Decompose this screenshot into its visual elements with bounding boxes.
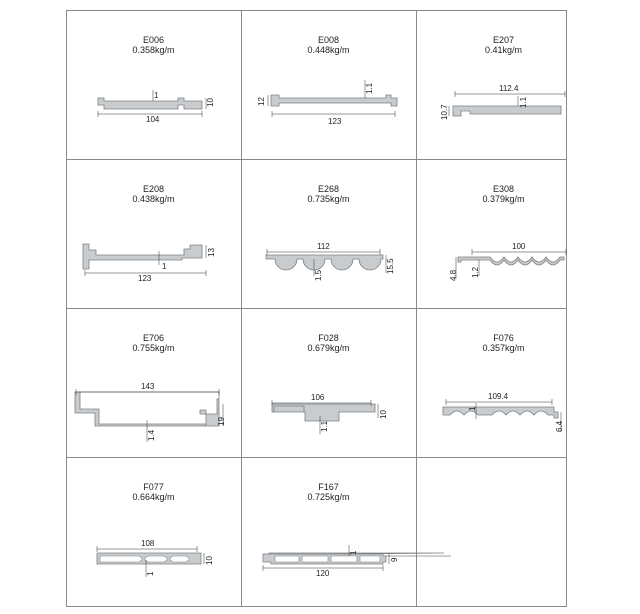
profile-cell-e208 (66, 159, 241, 308)
dim-width: 143 (141, 382, 155, 391)
dim-thickness: 1.1 (365, 82, 374, 94)
dim-thickness: 1.1 (320, 420, 329, 432)
dim-width: 123 (328, 117, 342, 126)
dim-width: 123 (138, 274, 152, 283)
profile-drawing-e308 (416, 159, 591, 308)
profile-code: E308 (492, 184, 515, 194)
grid-border-bottom (66, 606, 567, 607)
dim-width: 108 (141, 539, 155, 548)
profile-shape (83, 244, 202, 269)
profile-weight: 0.725kg/m (307, 492, 350, 502)
profile-code: E208 (142, 184, 165, 194)
profile-drawing-f167 (241, 457, 416, 606)
profile-shape (271, 95, 397, 106)
profile-drawing-e008 (241, 10, 416, 159)
profile-cell-e308 (416, 159, 591, 308)
profile-shape (266, 255, 383, 270)
profile-drawing-f028 (241, 308, 416, 457)
profile-cell-f077 (66, 457, 241, 606)
dim-height: 10 (205, 556, 214, 565)
profile-weight: 0.357kg/m (482, 343, 525, 353)
profile-cell-e006 (66, 10, 241, 159)
profile-shape (272, 404, 375, 421)
profile-cell-e268 (241, 159, 416, 308)
profile-weight: 0.358kg/m (132, 45, 175, 55)
profile-drawing-f077 (66, 457, 241, 606)
dim-width: 104 (146, 115, 160, 124)
profile-code: F028 (318, 333, 339, 343)
profile-drawing-e207 (416, 10, 591, 159)
dim-height: 12 (257, 97, 266, 106)
profile-drawing-e208 (66, 159, 241, 308)
profile-cell-empty (416, 457, 591, 606)
profile-catalog-grid (66, 10, 567, 607)
dim-thickness: 1.2 (471, 266, 480, 278)
profile-cell-f076 (416, 308, 591, 457)
profile-shape (98, 98, 202, 109)
profile-cell-e207 (416, 10, 591, 159)
profile-code: E008 (317, 35, 340, 45)
dim-width: 112.4 (499, 84, 519, 93)
dim-thickness: 1 (468, 406, 477, 411)
profile-cell-e008 (241, 10, 416, 159)
dim-height: 10 (206, 98, 215, 107)
dim-height: 9 (390, 557, 399, 562)
profile-weight: 0.735kg/m (307, 194, 350, 204)
profile-code: E207 (492, 35, 515, 45)
dim-width: 120 (316, 569, 330, 578)
profile-shape (453, 106, 561, 116)
profile-code: F077 (143, 482, 164, 492)
profile-drawing-e006 (66, 10, 241, 159)
dim-height: 4.8 (449, 269, 458, 281)
dim-width: 109.4 (488, 392, 509, 401)
profile-weight: 0.664kg/m (132, 492, 175, 502)
profile-code: F076 (493, 333, 514, 343)
profile-code: E268 (317, 184, 340, 194)
dim-thickness: 1.4 (147, 429, 156, 441)
profile-code: E006 (142, 35, 165, 45)
profile-weight: 0.679kg/m (307, 343, 350, 353)
profile-weight: 0.379kg/m (482, 194, 525, 204)
profile-hollows (275, 556, 380, 562)
dim-width: 100 (512, 242, 526, 251)
dim-thickness: 1 (162, 262, 167, 271)
dim-thickness: 1 (154, 91, 159, 100)
dim-width: 112 (317, 242, 330, 251)
profile-weight: 0.755kg/m (132, 343, 175, 353)
dim-thickness: 1.5 (314, 269, 323, 281)
profile-weight: 0.448kg/m (307, 45, 350, 55)
profile-drawing-e268 (241, 159, 416, 308)
profile-code: F167 (318, 482, 339, 492)
profile-cell-f167 (241, 457, 416, 606)
dim-height: 10.7 (440, 104, 449, 120)
profile-code: E706 (142, 333, 165, 343)
dim-height: 6.4 (555, 420, 564, 432)
profile-shape (443, 407, 558, 418)
dim-thickness: 1 (349, 550, 358, 555)
profile-drawing-f076 (416, 308, 591, 457)
dim-thickness: 1 (146, 571, 155, 576)
profile-cell-e706 (66, 308, 241, 457)
dim-height: 13 (207, 248, 216, 257)
dim-thickness: 1.1 (519, 96, 528, 108)
profile-shape (458, 257, 564, 265)
profile-cell-f028 (241, 308, 416, 457)
profile-drawing-e706 (66, 308, 241, 457)
profile-weight: 0.41kg/m (484, 45, 523, 55)
profile-weight: 0.438kg/m (132, 194, 175, 204)
dim-height: 19 (217, 417, 226, 426)
dim-width: 106 (311, 393, 325, 402)
dim-height: 15.5 (386, 258, 395, 274)
dim-height: 10 (379, 410, 388, 419)
